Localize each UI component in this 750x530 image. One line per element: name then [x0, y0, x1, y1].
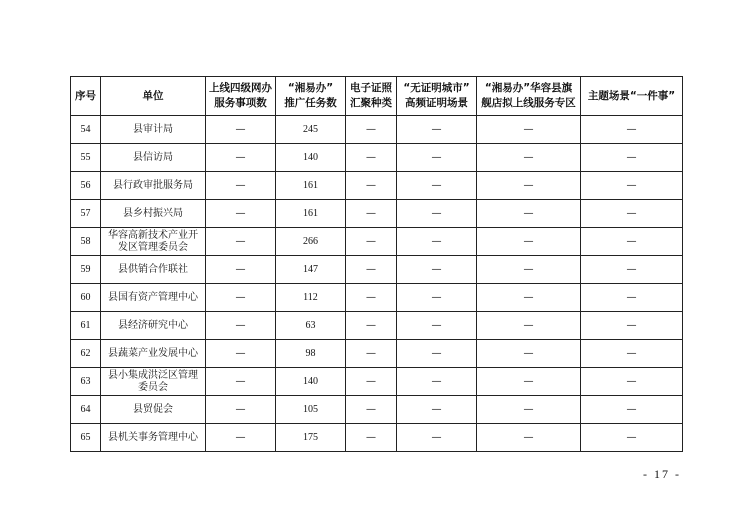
row-theme-scene: —: [581, 396, 683, 424]
row-flagship-store: —: [477, 368, 581, 396]
row-index: 55: [71, 144, 101, 172]
row-unit: [101, 172, 206, 200]
row-index: 56: [71, 172, 101, 200]
row-e-certs: —: [346, 228, 397, 256]
row-flagship-store: —: [477, 144, 581, 172]
row-e-certs: —: [346, 312, 397, 340]
header-promo-tasks: “湘易办” 推广任务数: [276, 77, 346, 116]
row-no-cert-city: —: [397, 284, 477, 312]
row-online-services: —: [206, 424, 276, 452]
row-flagship-store: —: [477, 256, 581, 284]
row-no-cert-city: —: [397, 340, 477, 368]
row-theme-scene: —: [581, 424, 683, 452]
table-row: [71, 424, 683, 452]
table-row: [71, 256, 683, 284]
row-no-cert-city: —: [397, 312, 477, 340]
row-theme-scene: —: [581, 200, 683, 228]
row-online-services: —: [206, 172, 276, 200]
header-flagship-store: “湘易办”华容县旗 舰店拟上线服务专区: [477, 77, 581, 116]
row-no-cert-city: —: [397, 200, 477, 228]
row-online-services: —: [206, 144, 276, 172]
row-unit-line: 县经济研究中心: [118, 319, 188, 331]
header-e-certs: 电子证照 汇聚种类: [346, 77, 397, 116]
row-unit-line: 县审计局: [133, 123, 173, 135]
row-unit: [101, 284, 206, 312]
row-flagship-store: —: [477, 200, 581, 228]
row-promo-tasks: 245: [276, 116, 346, 144]
row-e-certs: —: [346, 116, 397, 144]
row-index: 59: [71, 256, 101, 284]
row-unit-line: 发区管理委员会: [118, 241, 188, 253]
row-index: 61: [71, 312, 101, 340]
row-no-cert-city: —: [397, 228, 477, 256]
table-row: [71, 312, 683, 340]
task-table: [70, 76, 683, 452]
row-index: 62: [71, 340, 101, 368]
row-no-cert-city: —: [397, 396, 477, 424]
row-promo-tasks: 266: [276, 228, 346, 256]
table-row: [71, 200, 683, 228]
row-flagship-store: —: [477, 424, 581, 452]
table-row: [71, 284, 683, 312]
row-unit-line: 县小集成洪泛区管理: [108, 369, 198, 381]
row-index: 57: [71, 200, 101, 228]
row-promo-tasks: 112: [276, 284, 346, 312]
row-flagship-store: —: [477, 340, 581, 368]
row-promo-tasks: 175: [276, 424, 346, 452]
page-number: - 17 -: [643, 467, 681, 481]
row-unit-line: 县供销合作联社: [118, 263, 188, 275]
row-unit: [101, 228, 206, 256]
row-no-cert-city: —: [397, 256, 477, 284]
table-body: [71, 116, 683, 452]
row-flagship-store: —: [477, 228, 581, 256]
row-unit-line: 县行政审批服务局: [113, 179, 193, 191]
row-e-certs: —: [346, 256, 397, 284]
row-promo-tasks: 98: [276, 340, 346, 368]
row-promo-tasks: 63: [276, 312, 346, 340]
row-unit: [101, 396, 206, 424]
row-theme-scene: —: [581, 144, 683, 172]
row-promo-tasks: 161: [276, 200, 346, 228]
row-unit: [101, 368, 206, 396]
row-online-services: —: [206, 396, 276, 424]
row-unit: [101, 424, 206, 452]
row-online-services: —: [206, 228, 276, 256]
row-theme-scene: —: [581, 116, 683, 144]
header-no-cert-city: “无证明城市” 高频证明场景: [397, 77, 477, 116]
row-promo-tasks: 105: [276, 396, 346, 424]
row-index: 63: [71, 368, 101, 396]
row-online-services: —: [206, 284, 276, 312]
row-unit: [101, 312, 206, 340]
row-online-services: —: [206, 256, 276, 284]
table-row: [71, 172, 683, 200]
table-row: [71, 368, 683, 396]
table-row: [71, 340, 683, 368]
table-row: [71, 116, 683, 144]
row-promo-tasks: 161: [276, 172, 346, 200]
row-e-certs: —: [346, 172, 397, 200]
row-index: 58: [71, 228, 101, 256]
row-flagship-store: —: [477, 116, 581, 144]
table-header-row: [71, 77, 683, 116]
row-index: 64: [71, 396, 101, 424]
row-promo-tasks: 140: [276, 368, 346, 396]
row-unit: [101, 200, 206, 228]
row-unit: [101, 256, 206, 284]
row-flagship-store: —: [477, 312, 581, 340]
row-e-certs: —: [346, 340, 397, 368]
row-promo-tasks: 140: [276, 144, 346, 172]
header-theme-scene: 主题场景“一件事”: [581, 77, 683, 116]
row-no-cert-city: —: [397, 368, 477, 396]
table-row: [71, 396, 683, 424]
row-e-certs: —: [346, 284, 397, 312]
row-e-certs: —: [346, 144, 397, 172]
row-unit-line: 县乡村振兴局: [123, 207, 183, 219]
row-online-services: —: [206, 200, 276, 228]
row-theme-scene: —: [581, 256, 683, 284]
row-theme-scene: —: [581, 312, 683, 340]
row-unit: [101, 144, 206, 172]
row-theme-scene: —: [581, 368, 683, 396]
row-online-services: —: [206, 312, 276, 340]
row-theme-scene: —: [581, 228, 683, 256]
row-e-certs: —: [346, 368, 397, 396]
row-theme-scene: —: [581, 340, 683, 368]
header-unit: 单位: [101, 77, 206, 116]
table-row: [71, 144, 683, 172]
row-unit-line: 县国有资产管理中心: [108, 291, 198, 303]
row-e-certs: —: [346, 396, 397, 424]
header-online-services: 上线四级网办 服务事项数: [206, 77, 276, 116]
row-no-cert-city: —: [397, 172, 477, 200]
row-e-certs: —: [346, 424, 397, 452]
row-flagship-store: —: [477, 284, 581, 312]
row-unit-line: 县贸促会: [133, 403, 173, 415]
row-no-cert-city: —: [397, 424, 477, 452]
table-row: [71, 228, 683, 256]
row-index: 60: [71, 284, 101, 312]
row-theme-scene: —: [581, 284, 683, 312]
row-online-services: —: [206, 340, 276, 368]
row-index: 54: [71, 116, 101, 144]
row-no-cert-city: —: [397, 116, 477, 144]
row-unit: [101, 116, 206, 144]
row-no-cert-city: —: [397, 144, 477, 172]
header-index: 序号: [71, 77, 101, 116]
row-flagship-store: —: [477, 172, 581, 200]
row-unit-line: 县机关事务管理中心: [108, 431, 198, 443]
row-index: 65: [71, 424, 101, 452]
row-unit: [101, 340, 206, 368]
row-online-services: —: [206, 368, 276, 396]
row-unit-line: 县蔬菜产业发展中心: [108, 347, 198, 359]
row-theme-scene: —: [581, 172, 683, 200]
row-flagship-store: —: [477, 396, 581, 424]
row-promo-tasks: 147: [276, 256, 346, 284]
row-unit-line: 委员会: [138, 381, 168, 393]
row-e-certs: —: [346, 200, 397, 228]
row-online-services: —: [206, 116, 276, 144]
row-unit-line: 华容高新技术产业开: [108, 229, 198, 241]
row-unit-line: 县信访局: [133, 151, 173, 163]
